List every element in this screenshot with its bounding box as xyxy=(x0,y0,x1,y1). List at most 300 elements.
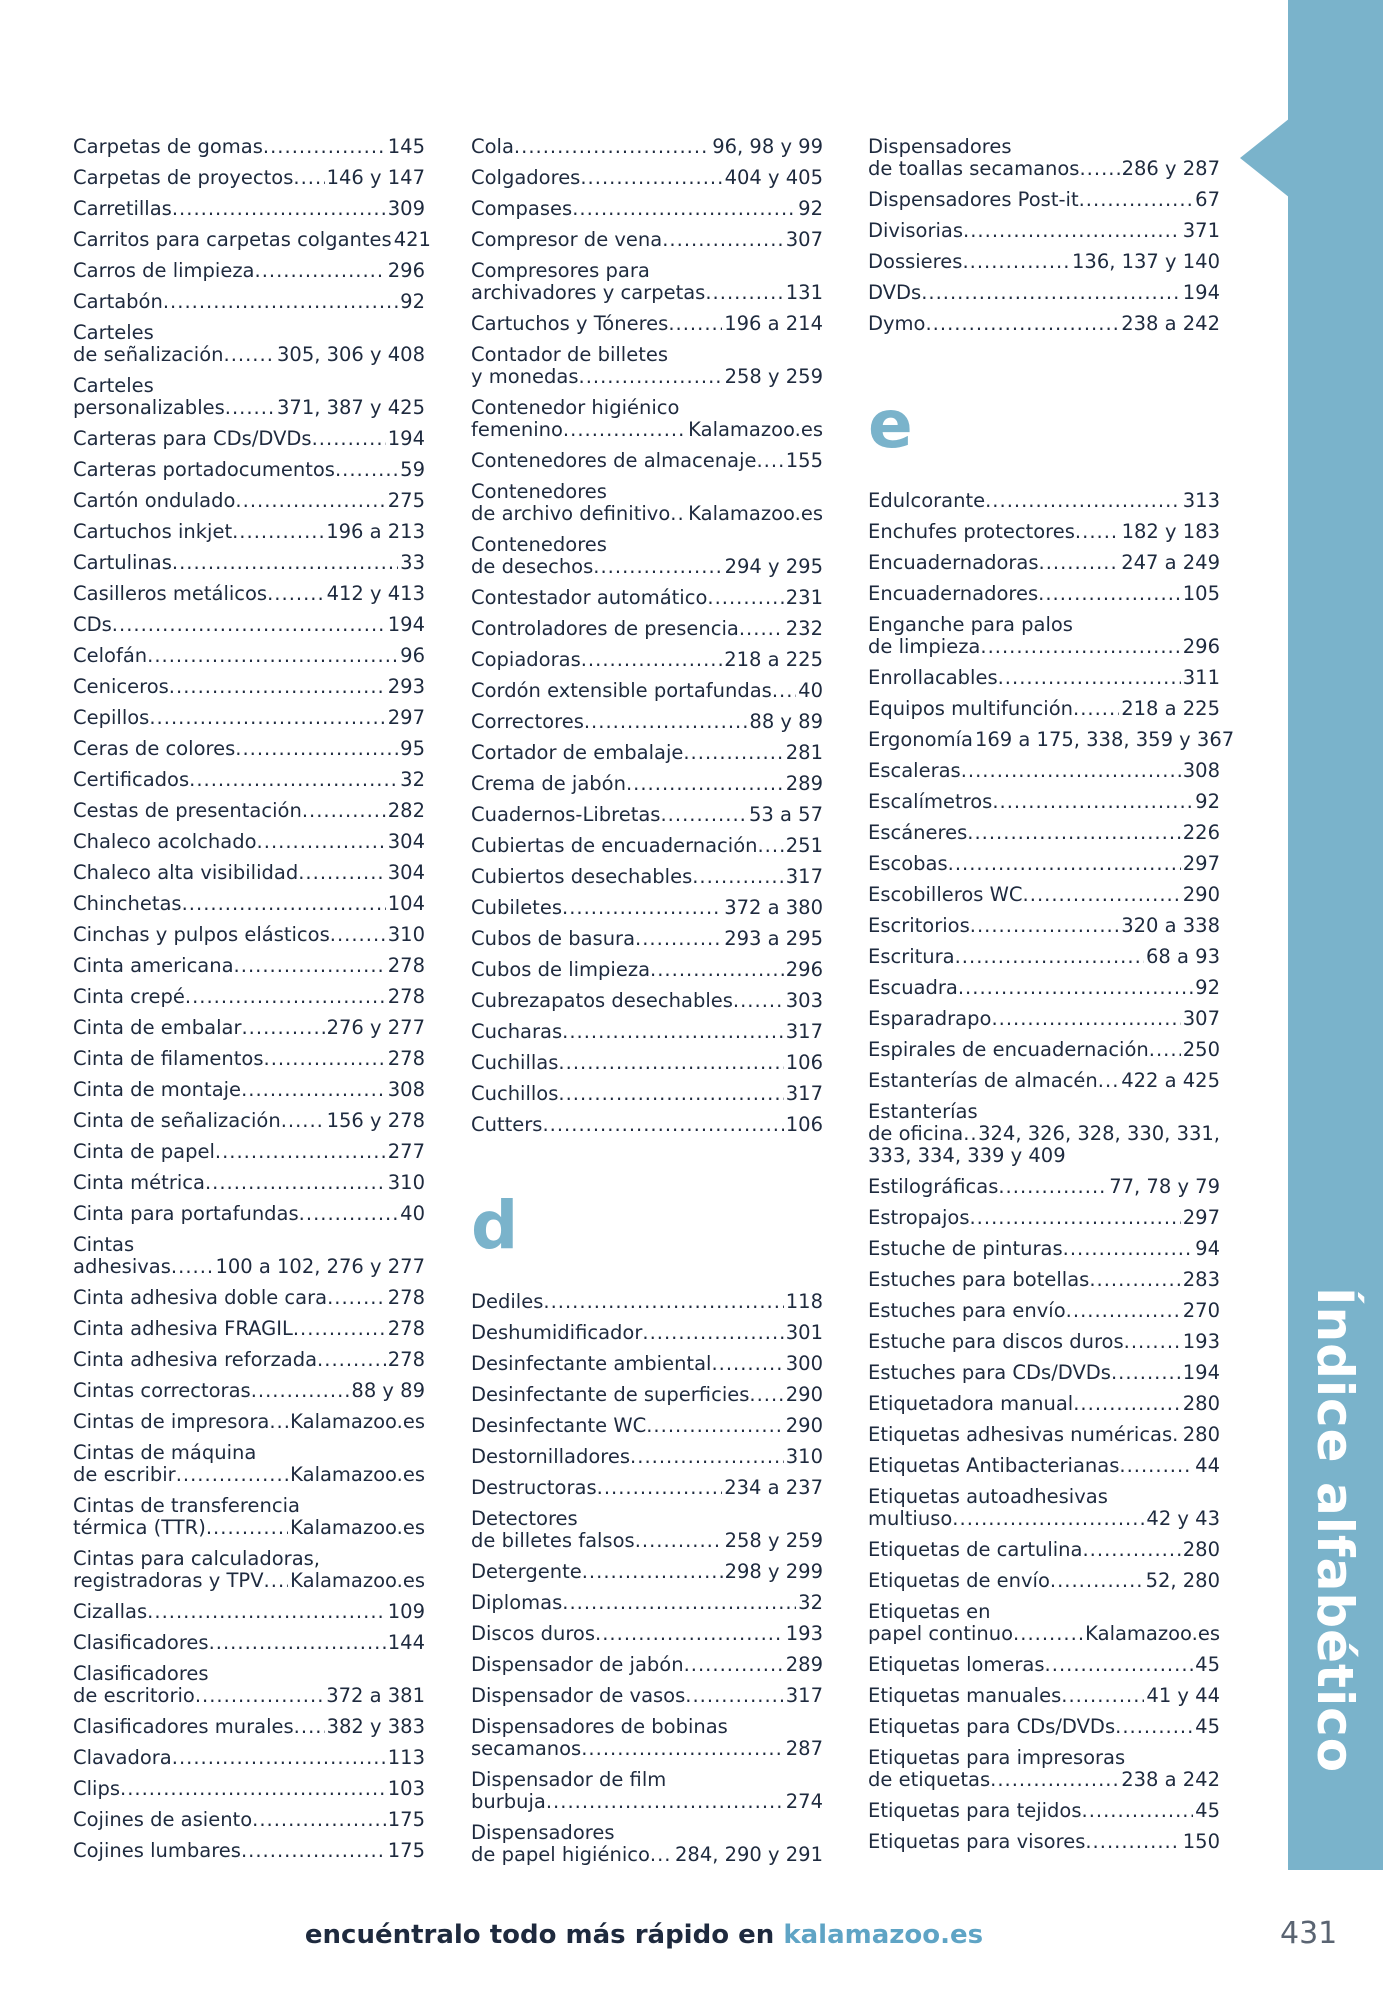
entry-pages: 382 y 383 xyxy=(326,1715,425,1738)
entry-pages: 303 xyxy=(785,989,823,1012)
entry-row xyxy=(73,1601,425,1623)
entry-heading: Contenedores xyxy=(471,481,607,503)
entry-row xyxy=(471,1322,823,1344)
entry-pages: 95 xyxy=(400,737,425,760)
dot-leader xyxy=(572,198,796,220)
entry-pages: 258 y 259 xyxy=(724,1529,823,1552)
entry-row xyxy=(868,251,1220,273)
entry-pages: 175 xyxy=(387,1839,425,1862)
index-entry xyxy=(73,827,425,858)
dot-leader xyxy=(299,1203,399,1225)
entry-pages: 45 xyxy=(1195,1653,1220,1676)
entry-name: Escuadra xyxy=(868,976,958,999)
dot-leader xyxy=(593,556,722,578)
entry-pages: 304 xyxy=(387,861,425,884)
entry-row xyxy=(471,1415,823,1437)
dot-leader xyxy=(281,1110,325,1132)
entry-name: Ceniceros xyxy=(73,675,169,698)
entry-name: Crema de jabón xyxy=(471,772,626,795)
dot-leader xyxy=(263,136,386,158)
entry-row xyxy=(868,1654,1220,1676)
entry-heading: Contador de billetes xyxy=(471,344,669,366)
entry-row xyxy=(868,583,1220,605)
index-entry xyxy=(471,256,823,309)
entry-name: Celofán xyxy=(73,644,148,667)
entry-row xyxy=(73,428,425,450)
dot-leader xyxy=(595,1623,784,1645)
dot-leader xyxy=(952,1508,1144,1530)
entry-pages: 307 xyxy=(785,228,823,251)
entry-name: Escobilleros WC xyxy=(868,883,1023,906)
index-entry xyxy=(73,1230,425,1283)
entry-pages: 371, 387 y 425 xyxy=(277,396,425,419)
index-entry xyxy=(471,1110,823,1141)
entry-row xyxy=(73,552,425,574)
entry-row xyxy=(73,136,425,158)
entry-row xyxy=(471,1446,823,1468)
entry-pages: 276 y 277 xyxy=(326,1016,425,1039)
entry-row xyxy=(471,1083,823,1105)
entry-pages: 278 xyxy=(387,1047,425,1070)
entry-row xyxy=(868,1570,1220,1592)
entry-row xyxy=(73,614,425,636)
entry-name: Dossieres xyxy=(868,250,963,273)
entry-heading: Contenedores xyxy=(471,534,607,556)
entry-pages: 293 xyxy=(387,675,425,698)
entry-row xyxy=(73,1517,425,1539)
dot-leader xyxy=(327,1287,386,1309)
entry-row xyxy=(73,1318,425,1340)
entry-pages: 280 xyxy=(1182,1392,1220,1415)
dot-leader xyxy=(733,990,784,1012)
entry-name: Cuadernos-Libretas xyxy=(471,803,661,826)
index-entry xyxy=(471,393,823,446)
entry-pages: 281 xyxy=(785,741,823,764)
entry-name: Cestas de presentación xyxy=(73,799,302,822)
index-entry xyxy=(868,1265,1220,1296)
entry-heading: Estanterías xyxy=(868,1101,978,1123)
entry-row xyxy=(471,366,823,388)
index-entry xyxy=(471,446,823,477)
entry-pages: 238 a 242 xyxy=(1121,312,1220,335)
index-entry xyxy=(73,424,425,455)
dot-leader xyxy=(1073,1393,1181,1415)
entry-heading: Detectores xyxy=(471,1508,578,1530)
index-entry xyxy=(471,530,823,583)
entry-name: personalizables xyxy=(73,396,225,419)
entry-row xyxy=(471,1561,823,1583)
entry-row xyxy=(868,1685,1220,1707)
entry-name: Cepillos xyxy=(73,706,150,729)
dot-leader xyxy=(235,738,398,760)
entry-heading: Etiquetas autoadhesivas xyxy=(868,1486,1108,1508)
entry-name: Cubos de basura xyxy=(471,927,636,950)
entry-row xyxy=(471,136,823,158)
entry-name: secamanos xyxy=(471,1737,582,1760)
entry-pages: 33 xyxy=(400,551,425,574)
entry-name: Etiquetas adhesivas numéricas xyxy=(868,1423,1173,1446)
entry-row xyxy=(471,959,823,981)
index-entry xyxy=(868,185,1220,216)
entry-name: Cinta crepé xyxy=(73,985,185,1008)
entry-row xyxy=(471,1592,823,1614)
entry-pages: 258 y 259 xyxy=(724,365,823,388)
index-entry xyxy=(73,1836,425,1867)
index-entry xyxy=(868,1712,1220,1743)
entry-name: Cuchillas xyxy=(471,1051,559,1074)
dot-leader xyxy=(635,1530,723,1552)
entry-row xyxy=(471,282,823,304)
entry-row xyxy=(73,738,425,760)
entry-name: adhesivas xyxy=(73,1255,171,1278)
entry-name: Cinta de señalización xyxy=(73,1109,281,1132)
index-entry xyxy=(471,477,823,530)
entry-heading: Clasificadores xyxy=(73,1663,209,1685)
entry-name: Estuche para discos duros xyxy=(868,1330,1124,1353)
entry-row xyxy=(868,490,1220,512)
footer xyxy=(0,1920,1288,1950)
entry-pages: 301 xyxy=(785,1321,823,1344)
entry-pages: 104 xyxy=(387,892,425,915)
entry-pages: 118 xyxy=(785,1290,823,1313)
dot-leader xyxy=(264,1570,289,1592)
index-entry xyxy=(471,309,823,340)
entry-name: Cortador de embalaje xyxy=(471,741,684,764)
dot-leader xyxy=(1089,1269,1180,1291)
entry-row xyxy=(868,1331,1220,1353)
entry-pages: 92 xyxy=(1195,790,1220,813)
entry-name: Cinta de montaje xyxy=(73,1078,242,1101)
dot-leader xyxy=(662,229,784,251)
index-entry xyxy=(73,796,425,827)
entry-name: Cinta de papel xyxy=(73,1140,215,1163)
dot-leader xyxy=(635,928,722,950)
index-entry xyxy=(73,1544,425,1597)
dot-leader xyxy=(120,1778,386,1800)
entry-pages: 304 xyxy=(387,830,425,853)
section-letter: d xyxy=(471,1187,519,1264)
index-entry xyxy=(73,703,425,734)
entry-pages: 309 xyxy=(387,197,425,220)
index-entry xyxy=(868,1535,1220,1566)
entry-pages: 175 xyxy=(387,1808,425,1831)
entry-row xyxy=(73,583,425,605)
entry-row xyxy=(73,1141,425,1163)
dot-leader xyxy=(670,503,686,525)
entry-name: Deshumidificador xyxy=(471,1321,643,1344)
index-entry xyxy=(73,287,425,318)
index-entry xyxy=(868,610,1220,663)
entry-name: Destornilladores xyxy=(471,1445,631,1468)
dot-leader xyxy=(684,1654,784,1676)
index-entry xyxy=(471,1619,823,1650)
dot-leader xyxy=(990,1769,1119,1791)
entry-row xyxy=(868,1008,1220,1030)
entry-row xyxy=(471,1654,823,1676)
entry-pages: 372 a 380 xyxy=(724,896,823,919)
entry-pages: 103 xyxy=(387,1777,425,1800)
dot-leader xyxy=(1098,1070,1119,1092)
entry-name: Colgadores xyxy=(471,166,581,189)
entry-row xyxy=(868,1716,1220,1738)
entry-name: Enchufes protectores xyxy=(868,520,1075,543)
index-entry xyxy=(868,1650,1220,1681)
entry-row xyxy=(73,1017,425,1039)
entry-name: Cintas de impresora xyxy=(73,1410,270,1433)
entry-row xyxy=(471,1384,823,1406)
entry-row xyxy=(73,1685,425,1707)
dot-leader xyxy=(172,552,398,574)
dot-leader xyxy=(542,1114,783,1136)
entry-row xyxy=(471,503,823,525)
index-entry xyxy=(73,1137,425,1168)
entry-pages: 289 xyxy=(785,1653,823,1676)
dot-leader xyxy=(147,645,398,667)
dot-leader xyxy=(998,1176,1107,1198)
entry-pages: 293 a 295 xyxy=(724,927,823,950)
entry-row xyxy=(73,1747,425,1769)
entry-row xyxy=(868,1039,1220,1061)
entry-name: Compresor de vena xyxy=(471,228,663,251)
dot-leader xyxy=(955,946,1144,968)
entry-row xyxy=(868,1176,1220,1198)
entry-pages: 150 xyxy=(1182,1830,1220,1853)
dot-leader xyxy=(543,1291,783,1313)
dot-leader xyxy=(1066,1300,1181,1322)
dot-leader xyxy=(209,1632,386,1654)
entry-heading: Carteles xyxy=(73,322,154,344)
entry-pages: 193 xyxy=(1182,1330,1220,1353)
dot-leader xyxy=(172,198,386,220)
dot-leader xyxy=(963,220,1181,242)
index-entry xyxy=(471,1442,823,1473)
entry-pages: 251 xyxy=(785,834,823,857)
index-entry xyxy=(868,1681,1220,1712)
index-entry xyxy=(471,862,823,893)
entry-name: Dispensador de vasos xyxy=(471,1684,686,1707)
index-entry xyxy=(73,194,425,225)
section-letter: e xyxy=(868,386,913,463)
dot-leader xyxy=(185,986,386,1008)
index-entry xyxy=(73,1597,425,1628)
entry-pages: 96, 98 y 99 xyxy=(712,135,823,158)
entry-name: Cutters xyxy=(471,1113,543,1136)
entry-name: Edulcorante xyxy=(868,489,986,512)
entry-pages: 96 xyxy=(400,644,425,667)
dot-leader xyxy=(232,521,324,543)
dot-leader xyxy=(558,1052,783,1074)
dot-leader xyxy=(1115,1716,1193,1738)
entry-row xyxy=(73,198,425,220)
index-entry xyxy=(73,610,425,641)
dot-leader xyxy=(224,344,276,366)
entry-row xyxy=(868,728,1235,751)
entry-pages: Kalamazoo.es xyxy=(290,1516,425,1539)
dot-leader xyxy=(980,636,1180,658)
dot-leader xyxy=(650,1844,673,1866)
entry-heading: Enganche para palos xyxy=(868,614,1073,636)
index-entry xyxy=(868,787,1220,818)
entry-name: Cartabón xyxy=(73,290,163,313)
entry-name: Casilleros metálicos xyxy=(73,582,268,605)
dot-leader xyxy=(251,1380,350,1402)
dot-leader xyxy=(969,1207,1180,1229)
index-entry xyxy=(471,1349,823,1380)
entry-name: Escobas xyxy=(868,852,948,875)
index-entry xyxy=(73,1805,425,1836)
entry-name: Carretillas xyxy=(73,197,172,220)
entry-pages: 218 a 225 xyxy=(724,648,823,671)
index-entry xyxy=(73,951,425,982)
entry-row xyxy=(73,291,425,313)
index-entry xyxy=(73,1628,425,1659)
index-entry xyxy=(73,641,425,672)
entry-row xyxy=(73,862,425,884)
entry-pages: 196 a 214 xyxy=(724,312,823,335)
index-entry xyxy=(868,1743,1220,1796)
index-entry xyxy=(471,676,823,707)
index-entry xyxy=(868,579,1220,610)
dot-leader xyxy=(711,1353,783,1375)
entry-pages: 42 y 43 xyxy=(1146,1507,1220,1530)
dot-leader xyxy=(1075,521,1120,543)
index-entry xyxy=(471,1380,823,1411)
index-entry xyxy=(73,455,425,486)
dot-leader xyxy=(626,773,784,795)
index-entry xyxy=(73,371,425,424)
entry-name: Dispensadores Post-it xyxy=(868,188,1079,211)
entry-pages: 45 xyxy=(1195,1715,1220,1738)
entry-row xyxy=(868,1123,1220,1145)
entry-pages: 297 xyxy=(1182,1206,1220,1229)
entry-name: Destructoras xyxy=(471,1476,597,1499)
entry-pages: 305, 306 y 408 xyxy=(277,343,425,366)
entry-pages: 278 xyxy=(387,954,425,977)
index-entry xyxy=(73,1438,425,1491)
index-entry xyxy=(73,1283,425,1314)
entry-pages: 283 xyxy=(1182,1268,1220,1291)
dot-leader xyxy=(630,1446,784,1468)
dot-leader xyxy=(1119,1455,1193,1477)
index-entry xyxy=(471,1017,823,1048)
entry-pages: 308 xyxy=(387,1078,425,1101)
dot-leader xyxy=(182,893,386,915)
entry-name: Cinta de embalar xyxy=(73,1016,242,1039)
entry-row xyxy=(471,587,823,609)
index-entry xyxy=(471,738,823,769)
entry-pages: 296 xyxy=(785,958,823,981)
entry-name: de escribir xyxy=(73,1463,176,1486)
entry-row xyxy=(471,450,823,472)
dot-leader xyxy=(685,1685,783,1707)
dot-leader xyxy=(597,1477,723,1499)
entry-row xyxy=(73,490,425,512)
dot-leader xyxy=(1050,1570,1144,1592)
entry-pages: 146 y 147 xyxy=(326,166,425,189)
index-entry xyxy=(471,1048,823,1079)
dot-leader xyxy=(1063,1238,1194,1260)
entry-pages: 275 xyxy=(387,489,425,512)
entry-name: térmica (TTR) xyxy=(73,1516,206,1539)
entry-pages: 290 xyxy=(785,1414,823,1437)
entry-name: Escritura xyxy=(868,945,955,968)
index-entry xyxy=(868,1004,1220,1035)
entry-row xyxy=(73,1632,425,1654)
index-entry xyxy=(868,725,1235,756)
index-entry xyxy=(73,1345,425,1376)
index-entry xyxy=(868,1035,1220,1066)
index-entry xyxy=(471,924,823,955)
entry-name: Etiquetas para visores xyxy=(868,1830,1086,1853)
dot-leader xyxy=(1073,698,1119,720)
entry-name: burbuja xyxy=(471,1790,546,1813)
entry-pages: 156 y 278 xyxy=(326,1109,425,1132)
entry-row xyxy=(868,698,1220,720)
index-entry xyxy=(471,1318,823,1349)
index-entry xyxy=(73,889,425,920)
dot-leader xyxy=(961,760,1181,782)
entry-name: Certificados xyxy=(73,768,190,791)
entry-pages: 45 xyxy=(1195,1799,1220,1822)
entry-row xyxy=(471,419,823,441)
entry-name: Cinchas y pulpos elásticos xyxy=(73,923,330,946)
index-column-2 xyxy=(471,132,823,1871)
dot-leader xyxy=(546,1791,784,1813)
entry-row xyxy=(868,1207,1220,1229)
entry-name: Chinchetas xyxy=(73,892,182,915)
dot-leader xyxy=(1085,1831,1180,1853)
index-entry xyxy=(868,132,1220,185)
entry-name: de limpieza xyxy=(868,635,981,658)
entry-pages: 169 a 175, 338, 359 y 367 xyxy=(974,728,1235,751)
footer-link[interactable]: kalamazoo.es xyxy=(783,1920,984,1950)
entry-name: Carritos para carpetas colgantes xyxy=(73,228,392,251)
entry-name: Cinta métrica xyxy=(73,1171,205,1194)
entry-name: de escritorio xyxy=(73,1684,195,1707)
entry-row xyxy=(73,1411,425,1433)
entry-row xyxy=(471,198,823,220)
entry-row xyxy=(471,835,823,857)
dot-leader xyxy=(707,587,783,609)
entry-pages: 280 xyxy=(1182,1538,1220,1561)
entry-row xyxy=(868,791,1220,813)
index-entry xyxy=(73,1376,425,1407)
entry-row xyxy=(471,313,823,335)
index-entry xyxy=(73,132,425,163)
entry-pages: 297 xyxy=(1182,852,1220,875)
entry-name: Cizallas xyxy=(73,1600,148,1623)
entry-pages: 40 xyxy=(400,1202,425,1225)
index-entry xyxy=(73,765,425,796)
entry-row xyxy=(868,282,1220,304)
index-entry xyxy=(73,1659,425,1712)
entry-name: Detergente xyxy=(471,1560,582,1583)
dot-leader xyxy=(581,649,722,671)
entry-row xyxy=(73,459,425,481)
entry-row xyxy=(471,680,823,702)
entry-name: Estuches para botellas xyxy=(868,1268,1090,1291)
entry-name: Cubiertas de encuadernación xyxy=(471,834,758,857)
index-entry xyxy=(868,1796,1220,1827)
entry-row xyxy=(471,1844,823,1866)
index-entry xyxy=(73,486,425,517)
index-entry xyxy=(868,756,1220,787)
entry-row xyxy=(868,1831,1220,1853)
entry-heading: Cintas para calculadoras, xyxy=(73,1548,321,1570)
entry-name: Escáneres xyxy=(868,821,968,844)
dot-leader xyxy=(1111,1362,1181,1384)
index-entry xyxy=(868,849,1220,880)
